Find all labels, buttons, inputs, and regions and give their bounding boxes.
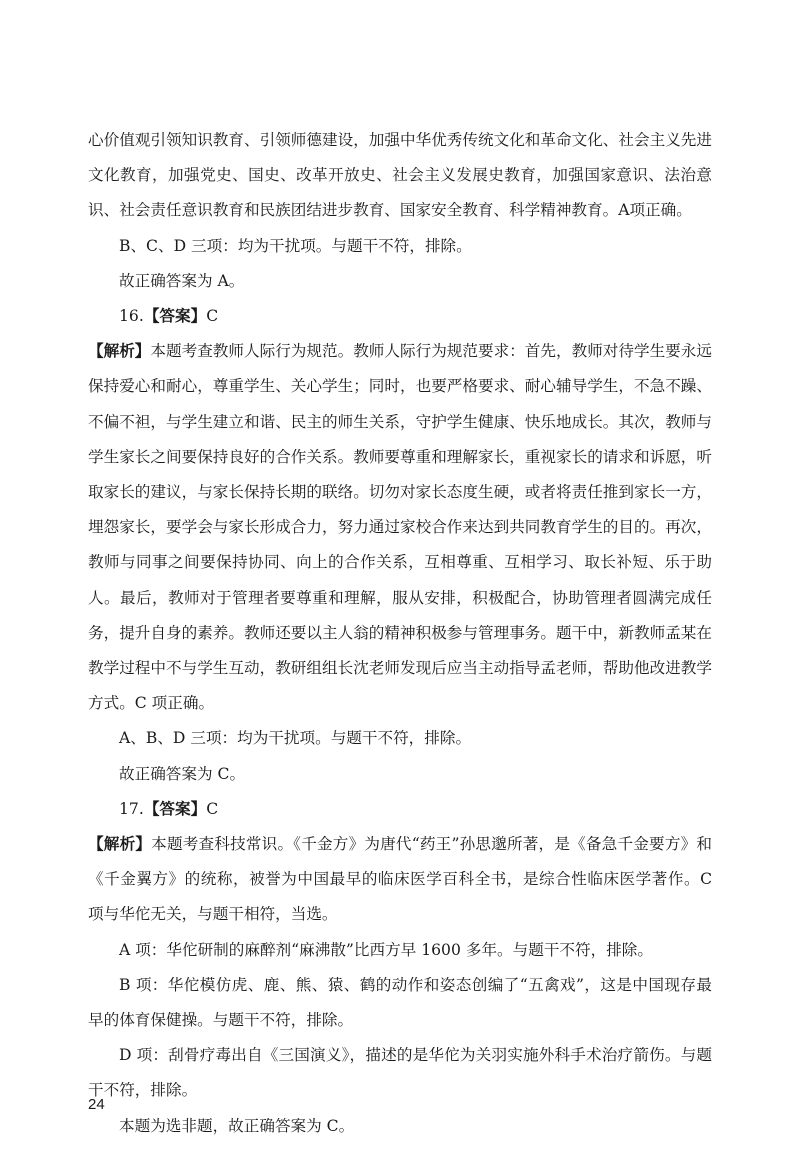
answer-value: C xyxy=(206,307,219,326)
analysis-text: 本题考查教师人际行为规范。教师人际行为规范要求：首先，教师对待学生要永远保持爱心和耐心，尊重学生、关心学生；同时，也要严格要求、耐心辅导学生，不急不躁、不偏不袒，与学生建立和谐、民主的师生关系，守护学生健康、快乐地成长。其次，教师与学生家长之间要保持良好的合作关系。教师要尊重和理解家长，重视家长的请求和诉愿，听取家长的建议，与家长保持长期的联络。切勿对家长态度生硬，或者将责任推到家长一方，埋怨家长，要学会与家长形成合力，努力通过家校合作来达到共同教育学生的目的。再次，教师与同事之间要保持协同、向上的合作关系，互相尊重、互相学习、取长补短、乐于助人。最后，教师对于管理者要尊重和理解，服从安排，积极配合，协助管理者圆满完成任务，提升自身的素养。教师还要以主人翁的精神积极参与管理事务。题干中，新教师孟某在教学过程中不与学生互动，教研组组长沈老师发现后应当主动指导孟老师，帮助他改进教学方式。C 项正确。 xyxy=(88,342,712,713)
analysis-17 xyxy=(88,827,712,933)
paragraph-answer-c: 故正确答案为 C。 xyxy=(119,764,246,783)
analysis-label: 【解析】 xyxy=(88,835,152,854)
paragraph-abd-distractor: A、B、D 三项：均为干扰项。与题干不符，排除。 xyxy=(119,729,472,748)
analysis-label: 【解析】 xyxy=(88,342,151,361)
answer-value: C xyxy=(206,799,219,818)
paragraph-option-d: D 项：刮骨疗毒出自《三国演义》，描述的是华佗为关羽实施外科手术治疗箭伤。与题干不符，排除。 xyxy=(88,1046,712,1100)
analysis-16 xyxy=(88,334,712,721)
paragraph-answer-a: 故正确答案为 A。 xyxy=(119,271,245,290)
document-body xyxy=(88,123,712,1144)
page-number: 24 xyxy=(88,1096,105,1113)
paragraph-continued: 心价值观引领知识教育、引领师德建设，加强中华优秀传统文化和革命文化、社会主义先进文化教育，加强党史、国史、改革开放史、社会主义发展史教育，加强国家意识、法治意识、社会责任意识教育和民族团结进步教育、国家安全教育、科学精神教育。A项正确。 xyxy=(88,131,712,220)
paragraph-final-answer: 本题为选非题，故正确答案为 C。 xyxy=(119,1116,355,1135)
analysis-text: 本题考查科技常识。《千金方》为唐代“药王”孙思邈所著，是《备急千金要方》和《千金翼方》的统称，被誉为中国最早的临床医学百科全书，是综合性临床医学著作。C 项与华佗无关，与题干相符，当选。 xyxy=(88,835,712,924)
answer-16 xyxy=(88,299,712,334)
question-number: 17. xyxy=(119,799,144,818)
answer-label: 【答案】 xyxy=(143,307,207,326)
paragraph-bcd-distractor: B、C、D 三项：均为干扰项。与题干不符，排除。 xyxy=(119,236,472,255)
answer-label: 【答案】 xyxy=(143,799,207,818)
paragraph-option-a: A 项：华佗研制的麻醉剂“麻沸散”比西方早 1600 多年。与题干不符，排除。 xyxy=(119,940,653,959)
paragraph-option-b: B 项：华佗模仿虎、鹿、熊、猿、鹤的动作和姿态创编了“五禽戏”，这是中国现存最早的体育保健操。与题干不符，排除。 xyxy=(88,975,712,1030)
answer-17 xyxy=(88,792,712,827)
question-number: 16. xyxy=(119,307,144,326)
